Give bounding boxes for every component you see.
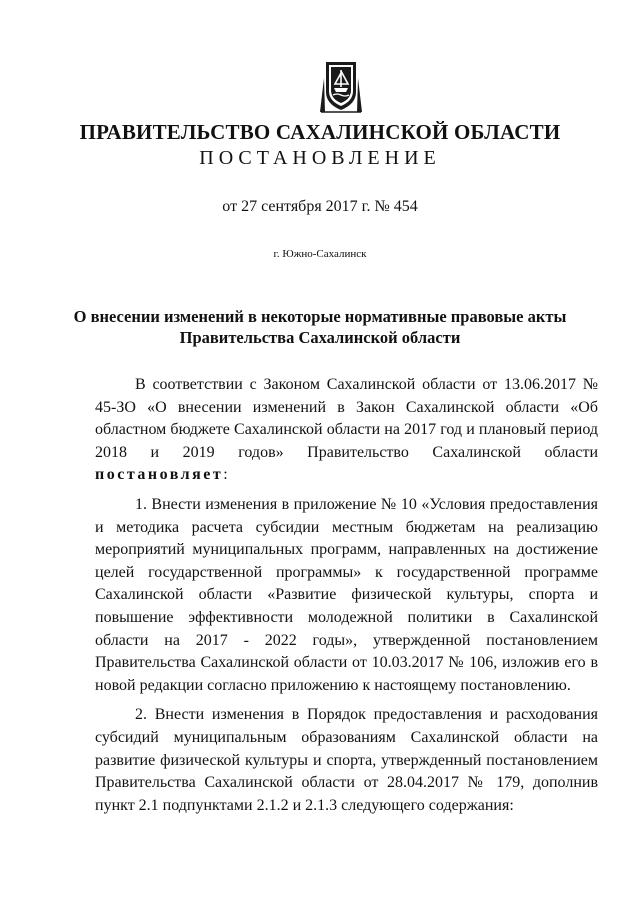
resolves-colon: :: [223, 466, 228, 484]
document-type: ПОСТАНОВЛЕНИЕ: [199, 147, 441, 169]
document-body: [95, 374, 598, 817]
document-subject: [0, 306, 640, 348]
resolves-word: постановляет: [95, 466, 224, 484]
item-2-paragraph: 2. Внести изменения в Порядок предоставления и расходования субсидий муниципальным образованиям Сахалинской области на развитие физической культуры и спорта, утвержденный постановлением Правительства Сахалинской области от 28.04.2017 № 179, дополнив пункт 2.1 подпунктами 2.1.2 и 2.1.3 следующего содержания:: [95, 706, 598, 814]
preamble-paragraph: [95, 374, 598, 487]
subject-line-2: Правительства Сахалинской области: [179, 328, 461, 347]
sakhalin-coat-of-arms-icon: [318, 58, 364, 114]
subject-line-1: О внесении изменений в некоторые нормативные правовые акты: [73, 307, 567, 326]
preamble-text: В соответствии с Законом Сахалинской области от 13.06.2017 № 45-ЗО «О внесении изменений в Закон Сахалинской области «Об областном бюджете Сахалинской области на 2017 год и плановый период 2018 и 2019 годов» Правительство Сахалинской области: [95, 376, 598, 461]
city-name: г. Южно-Сахалинск: [273, 248, 367, 260]
date-and-number: от 27 сентября 2017 г. № 454: [222, 198, 418, 215]
government-title: ПРАВИТЕЛЬСТВО САХАЛИНСКОЙ ОБЛАСТИ: [79, 120, 561, 144]
item-1-paragraph: 1. Внести изменения в приложение № 10 «Условия предоставления и методика расчета субсидии местным бюджетам на реализацию мероприятий муниципальных программ, направленных на достижение целей государственной программы» к государственной программе Сахалинской области «Развитие физической культуры, спорта и повышение эффективности молодежной политики в Сахалинской области на 2017 - 2022 годы», утвержденной постановлением Правительства Сахалинской области от 10.03.2017 № 106, изложив его в новой редакции согласно приложению к настоящему постановлению.: [95, 495, 598, 694]
